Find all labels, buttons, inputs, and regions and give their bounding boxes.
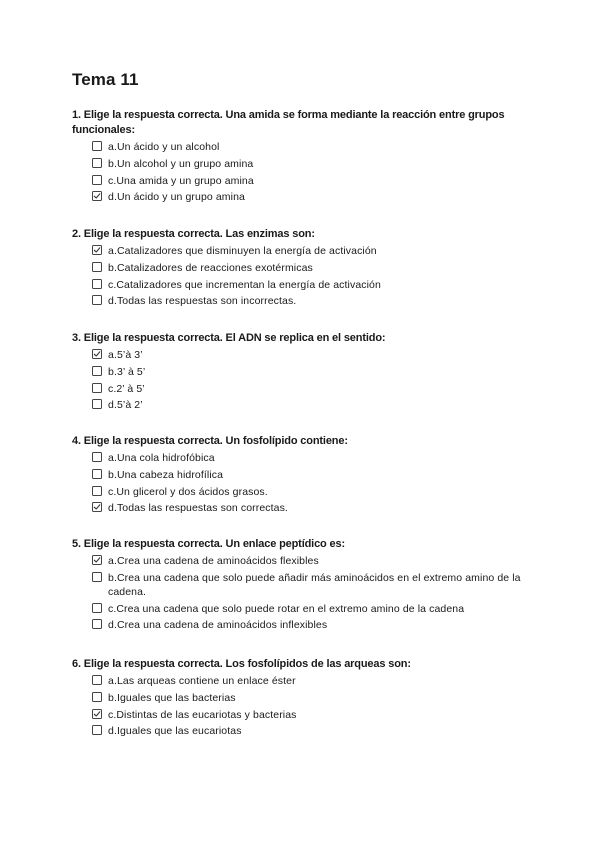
checkbox[interactable]	[92, 279, 102, 289]
option-a[interactable]	[72, 674, 532, 688]
option-label: c.Una amida y un grupo amina	[108, 174, 254, 187]
checkbox[interactable]	[92, 191, 102, 201]
option-label: a.5’à 3’	[108, 349, 143, 361]
checkbox[interactable]	[92, 692, 102, 702]
checkbox[interactable]	[92, 141, 102, 151]
checkbox[interactable]	[92, 399, 102, 409]
option-b[interactable]	[72, 365, 532, 379]
question-6	[72, 657, 532, 741]
question-text: 3. Elige la respuesta correcta. El ADN se replica en el sentido:	[72, 332, 386, 344]
option-b[interactable]	[72, 157, 532, 171]
option-list	[72, 451, 532, 515]
question-text: 5. Elige la respuesta correcta. Un enlace peptídico es:	[72, 538, 345, 550]
option-label: d.Un ácido y un grupo amina	[108, 191, 245, 204]
question-2	[72, 227, 532, 311]
check-icon	[93, 556, 101, 564]
option-label: c.Catalizadores que incrementan la energía de activación	[108, 278, 381, 291]
checkbox[interactable]	[92, 603, 102, 613]
check-icon	[93, 503, 101, 511]
option-d[interactable]	[72, 398, 532, 412]
option-d[interactable]	[72, 618, 532, 632]
question-1	[72, 108, 532, 207]
question-text: 2. Elige la respuesta correcta. Las enzimas son:	[72, 228, 315, 240]
checkbox[interactable]	[92, 725, 102, 735]
option-a[interactable]	[72, 140, 532, 154]
option-c[interactable]	[72, 485, 532, 499]
option-list	[72, 674, 532, 738]
option-b[interactable]	[72, 468, 532, 482]
option-b[interactable]	[72, 571, 532, 599]
option-label: d.Todas las respuestas son incorrectas.	[108, 295, 297, 308]
check-icon	[93, 350, 101, 358]
question-text: 4. Elige la respuesta correcta. Un fosfolípido contiene:	[72, 435, 348, 447]
option-label: a.Las arqueas contiene un enlace éster	[108, 675, 296, 687]
checkbox[interactable]	[92, 295, 102, 305]
question-4	[72, 434, 532, 518]
option-label: b.3’ à 5’	[108, 365, 146, 378]
option-label: a.Un ácido y un alcohol	[108, 141, 220, 153]
option-a[interactable]	[72, 348, 532, 362]
option-label: c.Distintas de las eucariotas y bacterias	[108, 708, 297, 721]
option-label: d.5’à 2’	[108, 399, 143, 412]
option-list	[72, 554, 532, 632]
checkbox[interactable]	[92, 175, 102, 185]
checkbox[interactable]	[92, 502, 102, 512]
option-c[interactable]	[72, 278, 532, 292]
checkbox[interactable]	[92, 262, 102, 272]
checkbox[interactable]	[92, 349, 102, 359]
checkbox[interactable]	[92, 452, 102, 462]
option-c[interactable]	[72, 174, 532, 188]
checkbox[interactable]	[92, 245, 102, 255]
question-5	[72, 537, 532, 635]
checkbox[interactable]	[92, 572, 102, 582]
option-d[interactable]	[72, 190, 532, 204]
check-icon	[93, 192, 101, 200]
option-a[interactable]	[72, 244, 532, 258]
option-c[interactable]	[72, 382, 532, 396]
checkbox[interactable]	[92, 158, 102, 168]
page-title: Tema 11	[72, 70, 139, 89]
option-c[interactable]	[72, 602, 532, 616]
option-list	[72, 244, 532, 308]
question-text: 6. Elige la respuesta correcta. Los fosfolípidos de las arqueas son:	[72, 658, 411, 670]
option-a[interactable]	[72, 451, 532, 465]
option-label: c.Crea una cadena que solo puede rotar en el extremo amino de la cadena	[108, 602, 465, 615]
checkbox[interactable]	[92, 469, 102, 479]
option-label: b.Catalizadores de reacciones exotérmicas	[108, 261, 313, 274]
option-label: b.Un alcohol y un grupo amina	[108, 157, 254, 170]
option-label: a.Crea una cadena de aminoácidos flexibles	[108, 555, 319, 567]
question-3	[72, 331, 532, 415]
option-b[interactable]	[72, 261, 532, 275]
option-a[interactable]	[72, 554, 532, 568]
option-label: b.Una cabeza hidrofílica	[108, 468, 224, 481]
option-list	[72, 348, 532, 412]
option-label: c.Un glicerol y dos ácidos grasos.	[108, 485, 268, 498]
option-label: a.Catalizadores que disminuyen la energía de activación	[108, 245, 377, 257]
option-label: b.Crea una cadena que solo puede añadir más aminoácidos en el extremo amino de la cadena.	[108, 571, 521, 598]
question-text: 1. Elige la respuesta correcta. Una amida se forma mediante la reacción entre grupos funcionales:	[72, 109, 505, 136]
check-icon	[93, 710, 101, 718]
check-icon	[93, 246, 101, 254]
checkbox[interactable]	[92, 366, 102, 376]
option-d[interactable]	[72, 501, 532, 515]
checkbox[interactable]	[92, 555, 102, 565]
checkbox[interactable]	[92, 709, 102, 719]
option-c[interactable]	[72, 708, 532, 722]
option-label: d.Iguales que las eucariotas	[108, 725, 242, 738]
option-list	[72, 140, 532, 204]
option-d[interactable]	[72, 724, 532, 738]
option-label: a.Una cola hidrofóbica	[108, 452, 215, 464]
checkbox[interactable]	[92, 675, 102, 685]
checkbox[interactable]	[92, 486, 102, 496]
option-b[interactable]	[72, 691, 532, 705]
option-label: c.2’ à 5’	[108, 382, 145, 395]
checkbox[interactable]	[92, 383, 102, 393]
option-label: b.Iguales que las bacterias	[108, 691, 236, 704]
option-label: d.Crea una cadena de aminoácidos inflexibles	[108, 619, 328, 632]
checkbox[interactable]	[92, 619, 102, 629]
option-label: d.Todas las respuestas son correctas.	[108, 502, 288, 515]
option-d[interactable]	[72, 294, 532, 308]
